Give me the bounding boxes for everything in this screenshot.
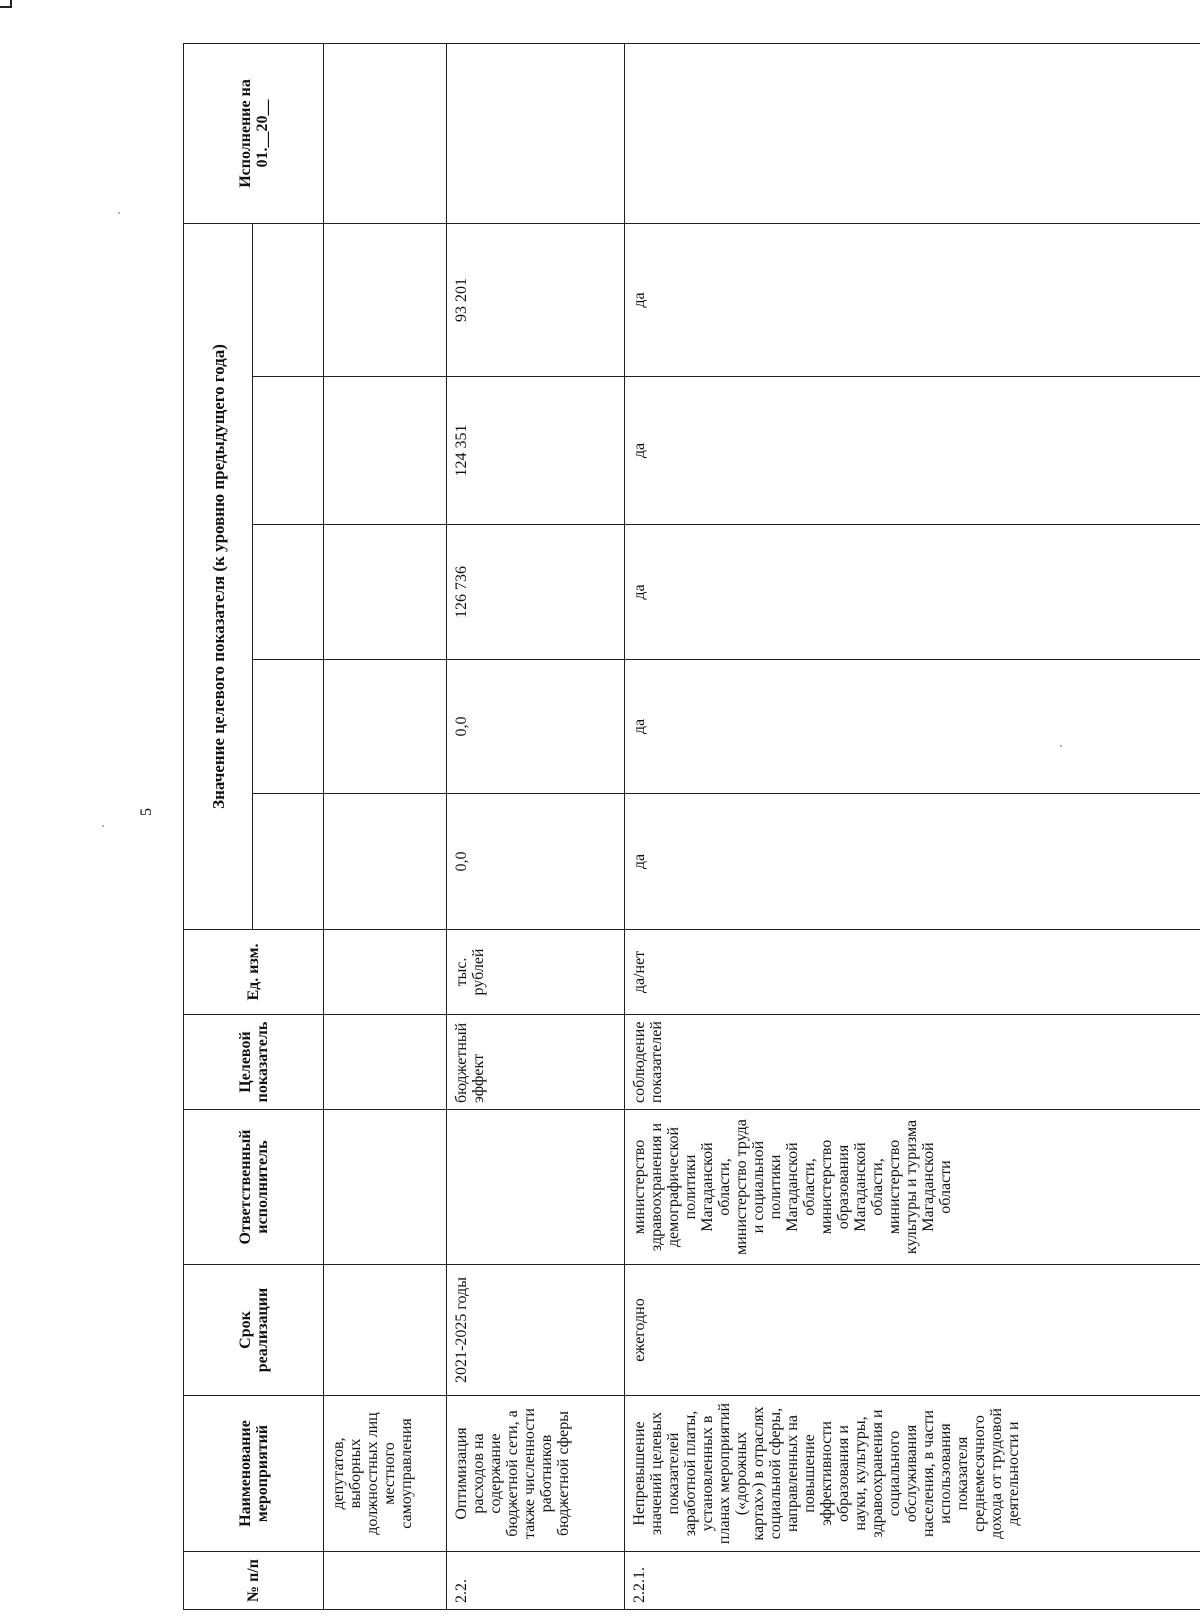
cell-unit <box>324 930 447 1015</box>
cell-indicator: соблюдение показателей <box>625 1015 1200 1110</box>
header-unit: Ед. изм. <box>184 930 324 1015</box>
cell-indicator <box>324 1015 447 1110</box>
scan-speck <box>102 825 104 827</box>
cell-period: ежегодно <box>625 1265 1200 1396</box>
cell-unit: тыс. рублей <box>447 930 625 1015</box>
cell-value: 0,0 <box>447 660 625 794</box>
subheader-year-cell <box>253 660 324 794</box>
cell-num: 2.2.1. <box>625 1552 1200 1610</box>
header-execution: Исполнение на 01.__20__ <box>184 43 324 223</box>
header-responsible: Ответственный исполнитель <box>184 1110 324 1265</box>
table-row <box>625 43 1200 1609</box>
header-period: Срок реализации <box>184 1265 324 1396</box>
scan-edge-mark <box>0 0 12 8</box>
cell-value: да <box>625 660 1200 794</box>
subheader-year-cell <box>253 223 324 376</box>
table-header-row <box>184 43 253 1609</box>
rotated-table-container <box>183 44 1176 1610</box>
cell-value <box>324 223 447 376</box>
header-name: Наименование мероприятий <box>184 1396 324 1552</box>
scan-speck <box>118 212 120 214</box>
cell-num <box>324 1552 447 1610</box>
cell-responsible <box>447 1110 625 1265</box>
cell-value: да <box>625 377 1200 525</box>
cell-value: да <box>625 223 1200 376</box>
cell-value: да <box>625 794 1200 930</box>
cell-execution <box>625 43 1200 223</box>
cell-name: депутатов, выборных должностных лиц местного самоуправления <box>324 1396 447 1552</box>
cell-name: Непревышение значений целевых показателей заработной платы, установленных в планах мероприятий («дорожных картах») в отраслях социальной сферы, направленных на повышение эффективности образования и науки, культуры, здравоохранения и социального обслуживания населения, в части использования показателя среднемесячного дохода от трудовой деятельности и <box>625 1396 1200 1552</box>
cell-value: 124 351 <box>447 377 625 525</box>
cell-responsible <box>324 1110 447 1265</box>
cell-value <box>324 794 447 930</box>
subheader-year-cell <box>253 377 324 525</box>
cell-value: 0,0 <box>447 794 625 930</box>
cell-name: Оптимизация расходов на содержание бюджетной сети, а также численности работников бюджетной сферы <box>447 1396 625 1552</box>
cell-value: 93 201 <box>447 223 625 376</box>
cell-value: 126 736 <box>447 525 625 660</box>
cell-value <box>324 377 447 525</box>
cell-value <box>324 660 447 794</box>
header-num: № п/п <box>184 1552 324 1610</box>
cell-num: 2.2. <box>447 1552 625 1610</box>
cell-unit: да/нет <box>625 930 1200 1015</box>
cell-value <box>324 525 447 660</box>
subheader-year-cell <box>253 794 324 930</box>
table-row <box>447 43 625 1609</box>
cell-responsible: министерство здравоохранения и демографической политики Магаданской области, министерство труда и социальной политики Магаданской области, министерство образования Магаданской области, министерство культуры и туризма Магаданской области <box>625 1110 1200 1265</box>
cell-execution <box>447 43 625 223</box>
header-value-group: Значение целевого показателя (к уровню предыдущего года) <box>184 223 253 929</box>
header-indicator: Целевой показатель <box>184 1015 324 1110</box>
page-number: 5 <box>138 808 155 816</box>
cell-value: да <box>625 525 1200 660</box>
cell-period <box>324 1265 447 1396</box>
target-indicators-table <box>183 43 1200 1610</box>
cell-period: 2021-2025 годы <box>447 1265 625 1396</box>
subheader-year-cell <box>253 525 324 660</box>
table-row <box>324 43 447 1609</box>
cell-execution <box>324 43 447 223</box>
cell-indicator: бюджетный эффект <box>447 1015 625 1110</box>
